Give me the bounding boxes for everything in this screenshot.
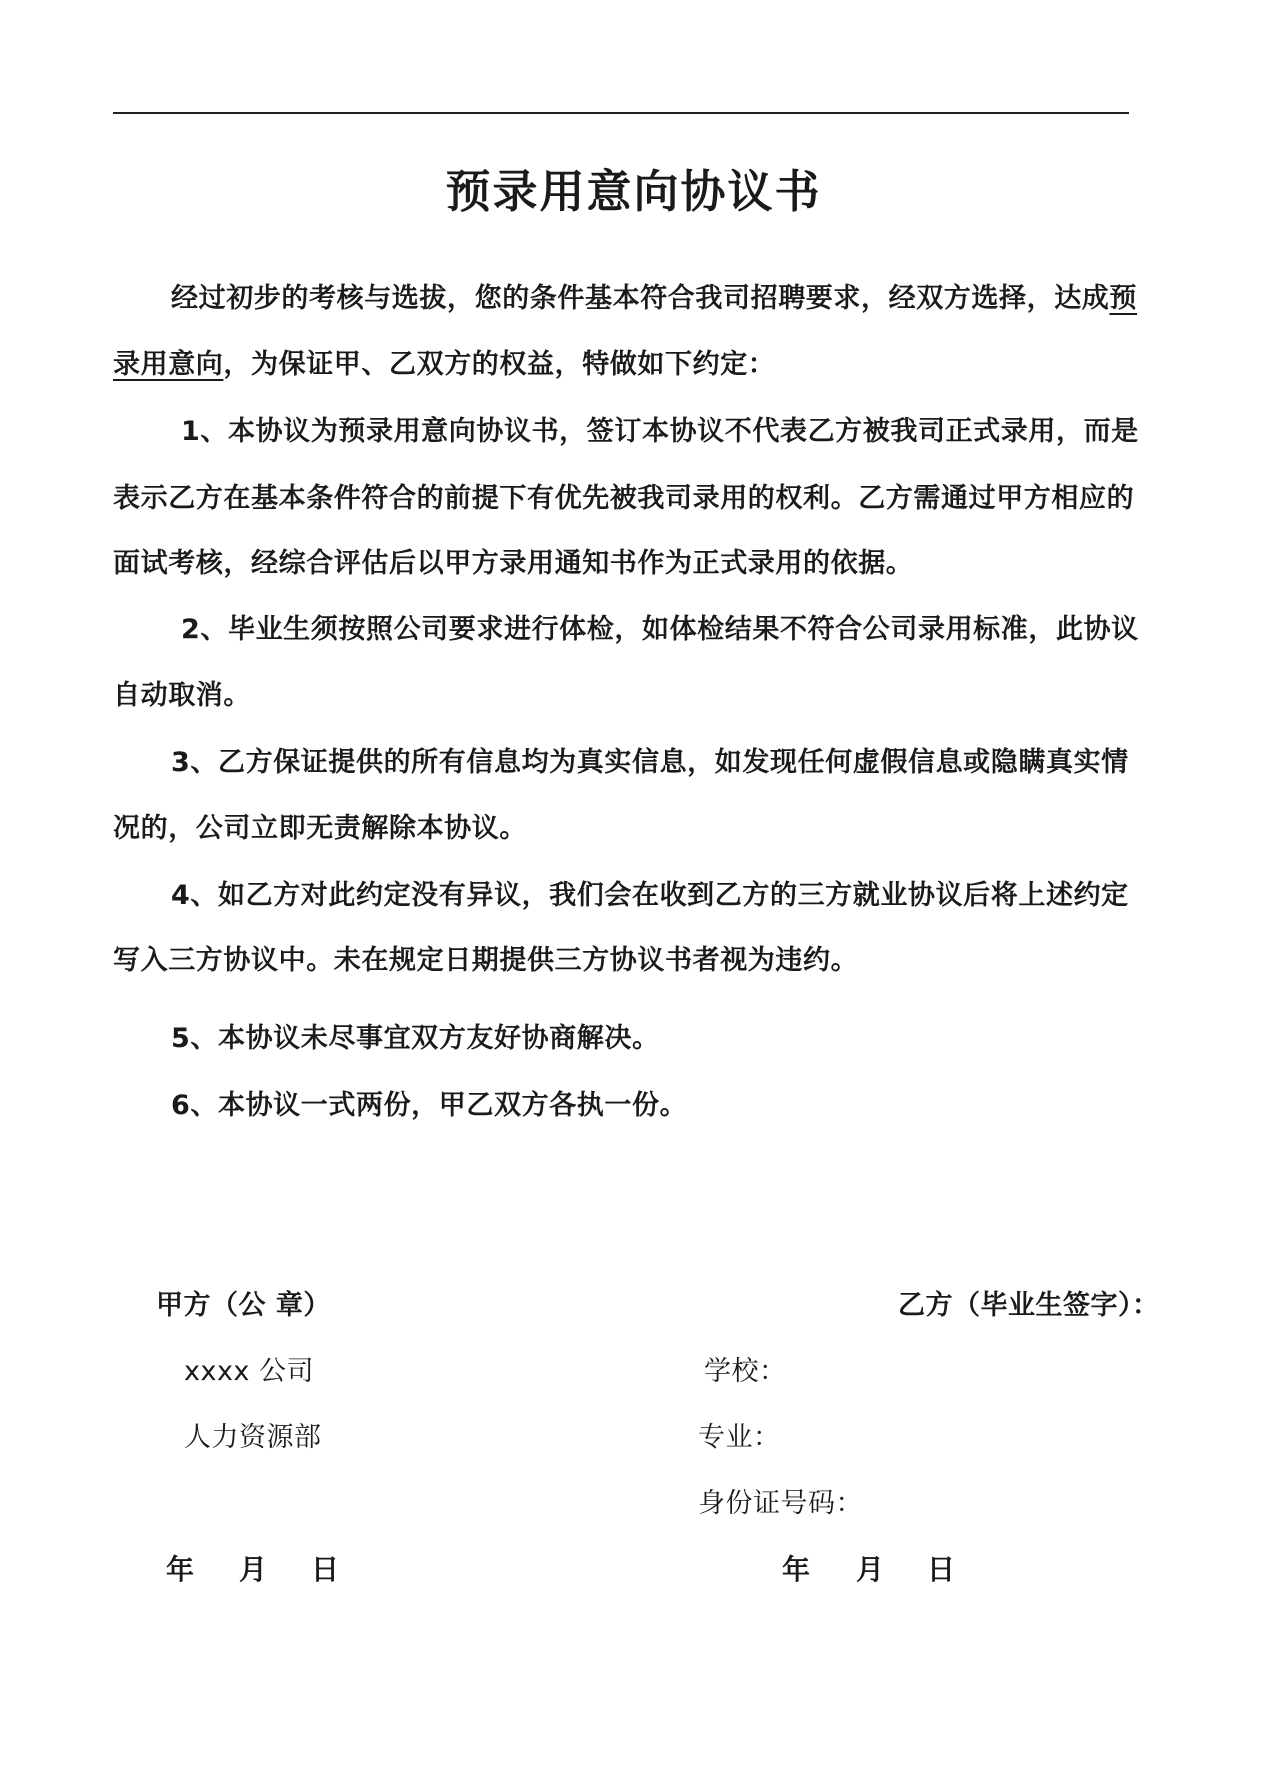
- clause-4-line-1: 4、如乙方对此约定没有异议，我们会在收到乙方的三方就业协议后将上述约定: [171, 880, 1129, 911]
- party-a-date-month: 月: [239, 1553, 268, 1586]
- party-b-major: 专业：: [698, 1422, 781, 1453]
- clause-6-line-1: 6、本协议一式两份，甲乙双方各执一份。: [171, 1090, 688, 1121]
- party-a-date-year: 年: [166, 1553, 195, 1586]
- intro-text-1: 经过初步的考核与选拔，您的条件基本符合我司招聘要求，经双方选择，达成: [171, 283, 1110, 314]
- intro-underline-2: 录用意向: [113, 349, 224, 380]
- party-b-heading: 乙方（毕业生签字）：: [898, 1290, 1160, 1321]
- clause-3-line-1: 3、乙方保证提供的所有信息均为真实信息，如发现任何虚假信息或隐瞒真实情: [171, 747, 1129, 778]
- intro-line-1: [171, 279, 1137, 319]
- party-b-date-day: 日: [927, 1553, 956, 1586]
- clause-4-line-2: 写入三方协议中。未在规定日期提供三方协议书者视为违约。: [113, 945, 859, 976]
- intro-underline-1: 预: [1109, 283, 1138, 314]
- header-rule: [113, 112, 1129, 114]
- clause-1-line-2: 表示乙方在基本条件符合的前提下有优先被我司录用的权利。乙方需通过甲方相应的: [113, 483, 1135, 514]
- clause-2-line-2: 自动取消。: [113, 680, 251, 711]
- party-a-date-day: 日: [311, 1553, 340, 1586]
- intro-line-2: [113, 345, 775, 385]
- clause-1-line-3: 面试考核，经综合评估后以甲方录用通知书作为正式录用的依据。: [113, 548, 914, 579]
- party-b-date-year: 年: [782, 1553, 811, 1586]
- party-b-id-number: 身份证号码：: [698, 1488, 863, 1519]
- party-b-date-month: 月: [856, 1553, 885, 1586]
- party-a-heading: 甲方（公 章）: [156, 1290, 331, 1321]
- clause-1-line-1: 1、本协议为预录用意向协议书，签订本协议不代表乙方被我司正式录用，而是: [181, 416, 1139, 447]
- intro-text-2: ，为保证甲、乙双方的权益，特做如下约定：: [223, 349, 776, 380]
- party-a-company: xxxx 公司: [184, 1356, 314, 1387]
- clause-2-line-1: 2、毕业生须按照公司要求进行体检，如体检结果不符合公司录用标准，此协议: [181, 614, 1139, 645]
- document-title: 预录用意向协议书: [445, 165, 822, 218]
- party-a-department: 人力资源部: [184, 1422, 322, 1453]
- clause-3-line-2: 况的，公司立即无责解除本协议。: [113, 813, 527, 844]
- party-b-school: 学校：: [704, 1356, 787, 1387]
- clause-5-line-1: 5、本协议未尽事宜双方友好协商解决。: [171, 1023, 660, 1054]
